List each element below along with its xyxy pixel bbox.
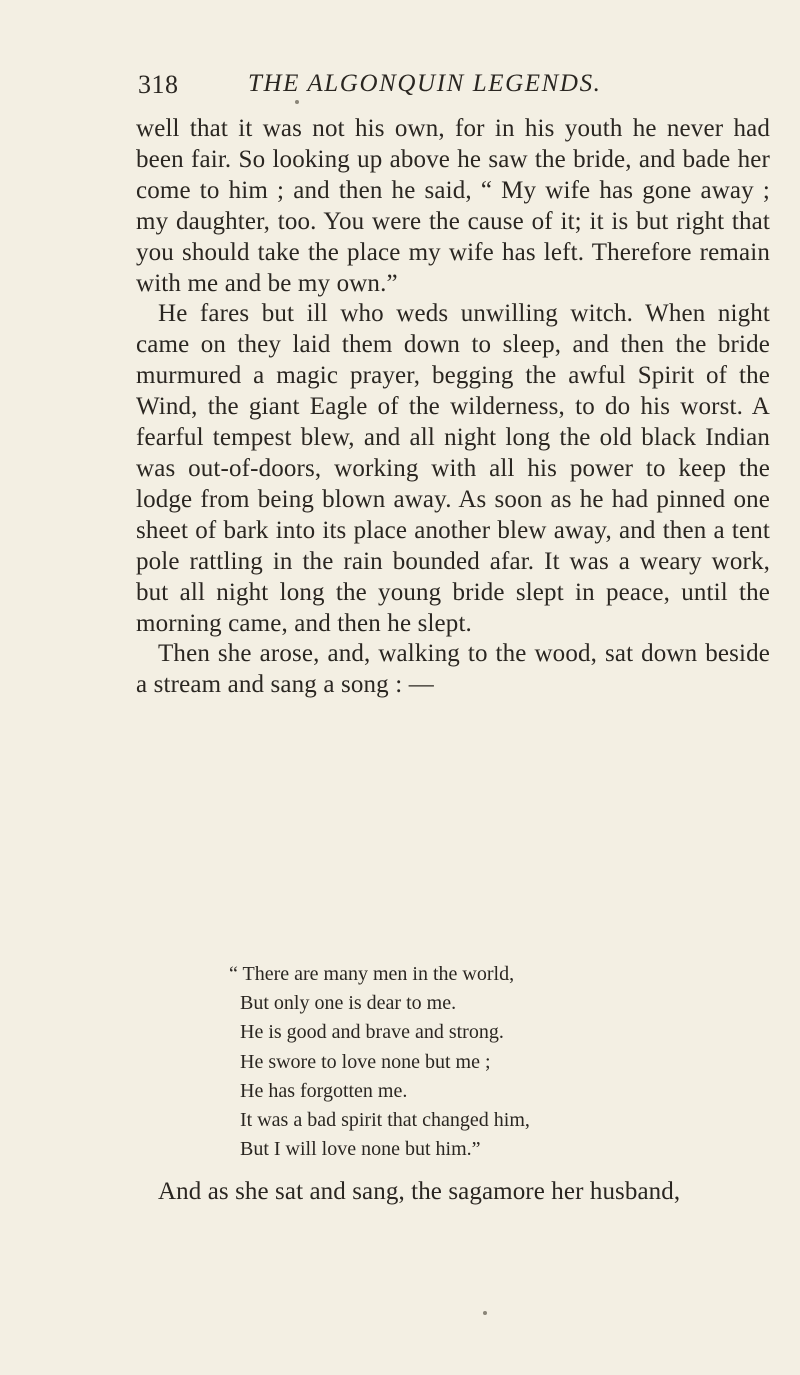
closing-line: And as she sat and sang, the sagamore her husband, (158, 1178, 681, 1205)
verse-line: But only one is dear to me. (240, 992, 457, 1015)
verse-line: “ There are many men in the world, (229, 963, 515, 985)
verse-line: He swore to love none but me ; (240, 1050, 491, 1073)
print-speck (483, 1311, 487, 1315)
verse-line: He has forgotten me. (240, 1079, 408, 1102)
page-number: 318 (138, 70, 179, 99)
paragraph: He fares but ill who weds unwilling witch. When night came on they laid them down to sleep, and then the bride murmured a magic prayer, begging the awful Spirit of the Wind, the giant Eagle of the wilderness, to do his worst. A fearful tempest blew, and all night long the old black Indian was out-of-doors, working with all his power to keep the lodge from being blown away. As soon as he had pinned one sheet of bark into its place another blew away, and then a tent pole rattling in the rain bounded afar. It was a weary work, but all night long the young bride slept in peace, until the morning came, and then he slept. (136, 300, 770, 637)
verse-line: But I will love none but him.” (240, 1138, 481, 1161)
verse-line: It was a bad spirit that changed him, (240, 1109, 530, 1132)
page-header (0, 70, 800, 110)
paragraph: well that it was not his own, for in his youth he never had been fair. So looking up above he saw the bride, and bade her come to him ; and then he said, “ My wife has gone away ; my daughter, too. You were the cause of it; it is but right that you should take the place my wife has left. Therefore remain with me and be my own.” (136, 115, 770, 297)
song-verse (229, 960, 530, 1164)
print-speck (295, 100, 299, 104)
body-text (136, 114, 770, 701)
verse-line: He is good and brave and strong. (240, 1021, 504, 1044)
paragraph: Then she arose, and, walking to the wood, sat down beside a stream and sang a song : — (136, 640, 770, 699)
running-head: THE ALGONQUIN LEGENDS. (248, 70, 602, 97)
